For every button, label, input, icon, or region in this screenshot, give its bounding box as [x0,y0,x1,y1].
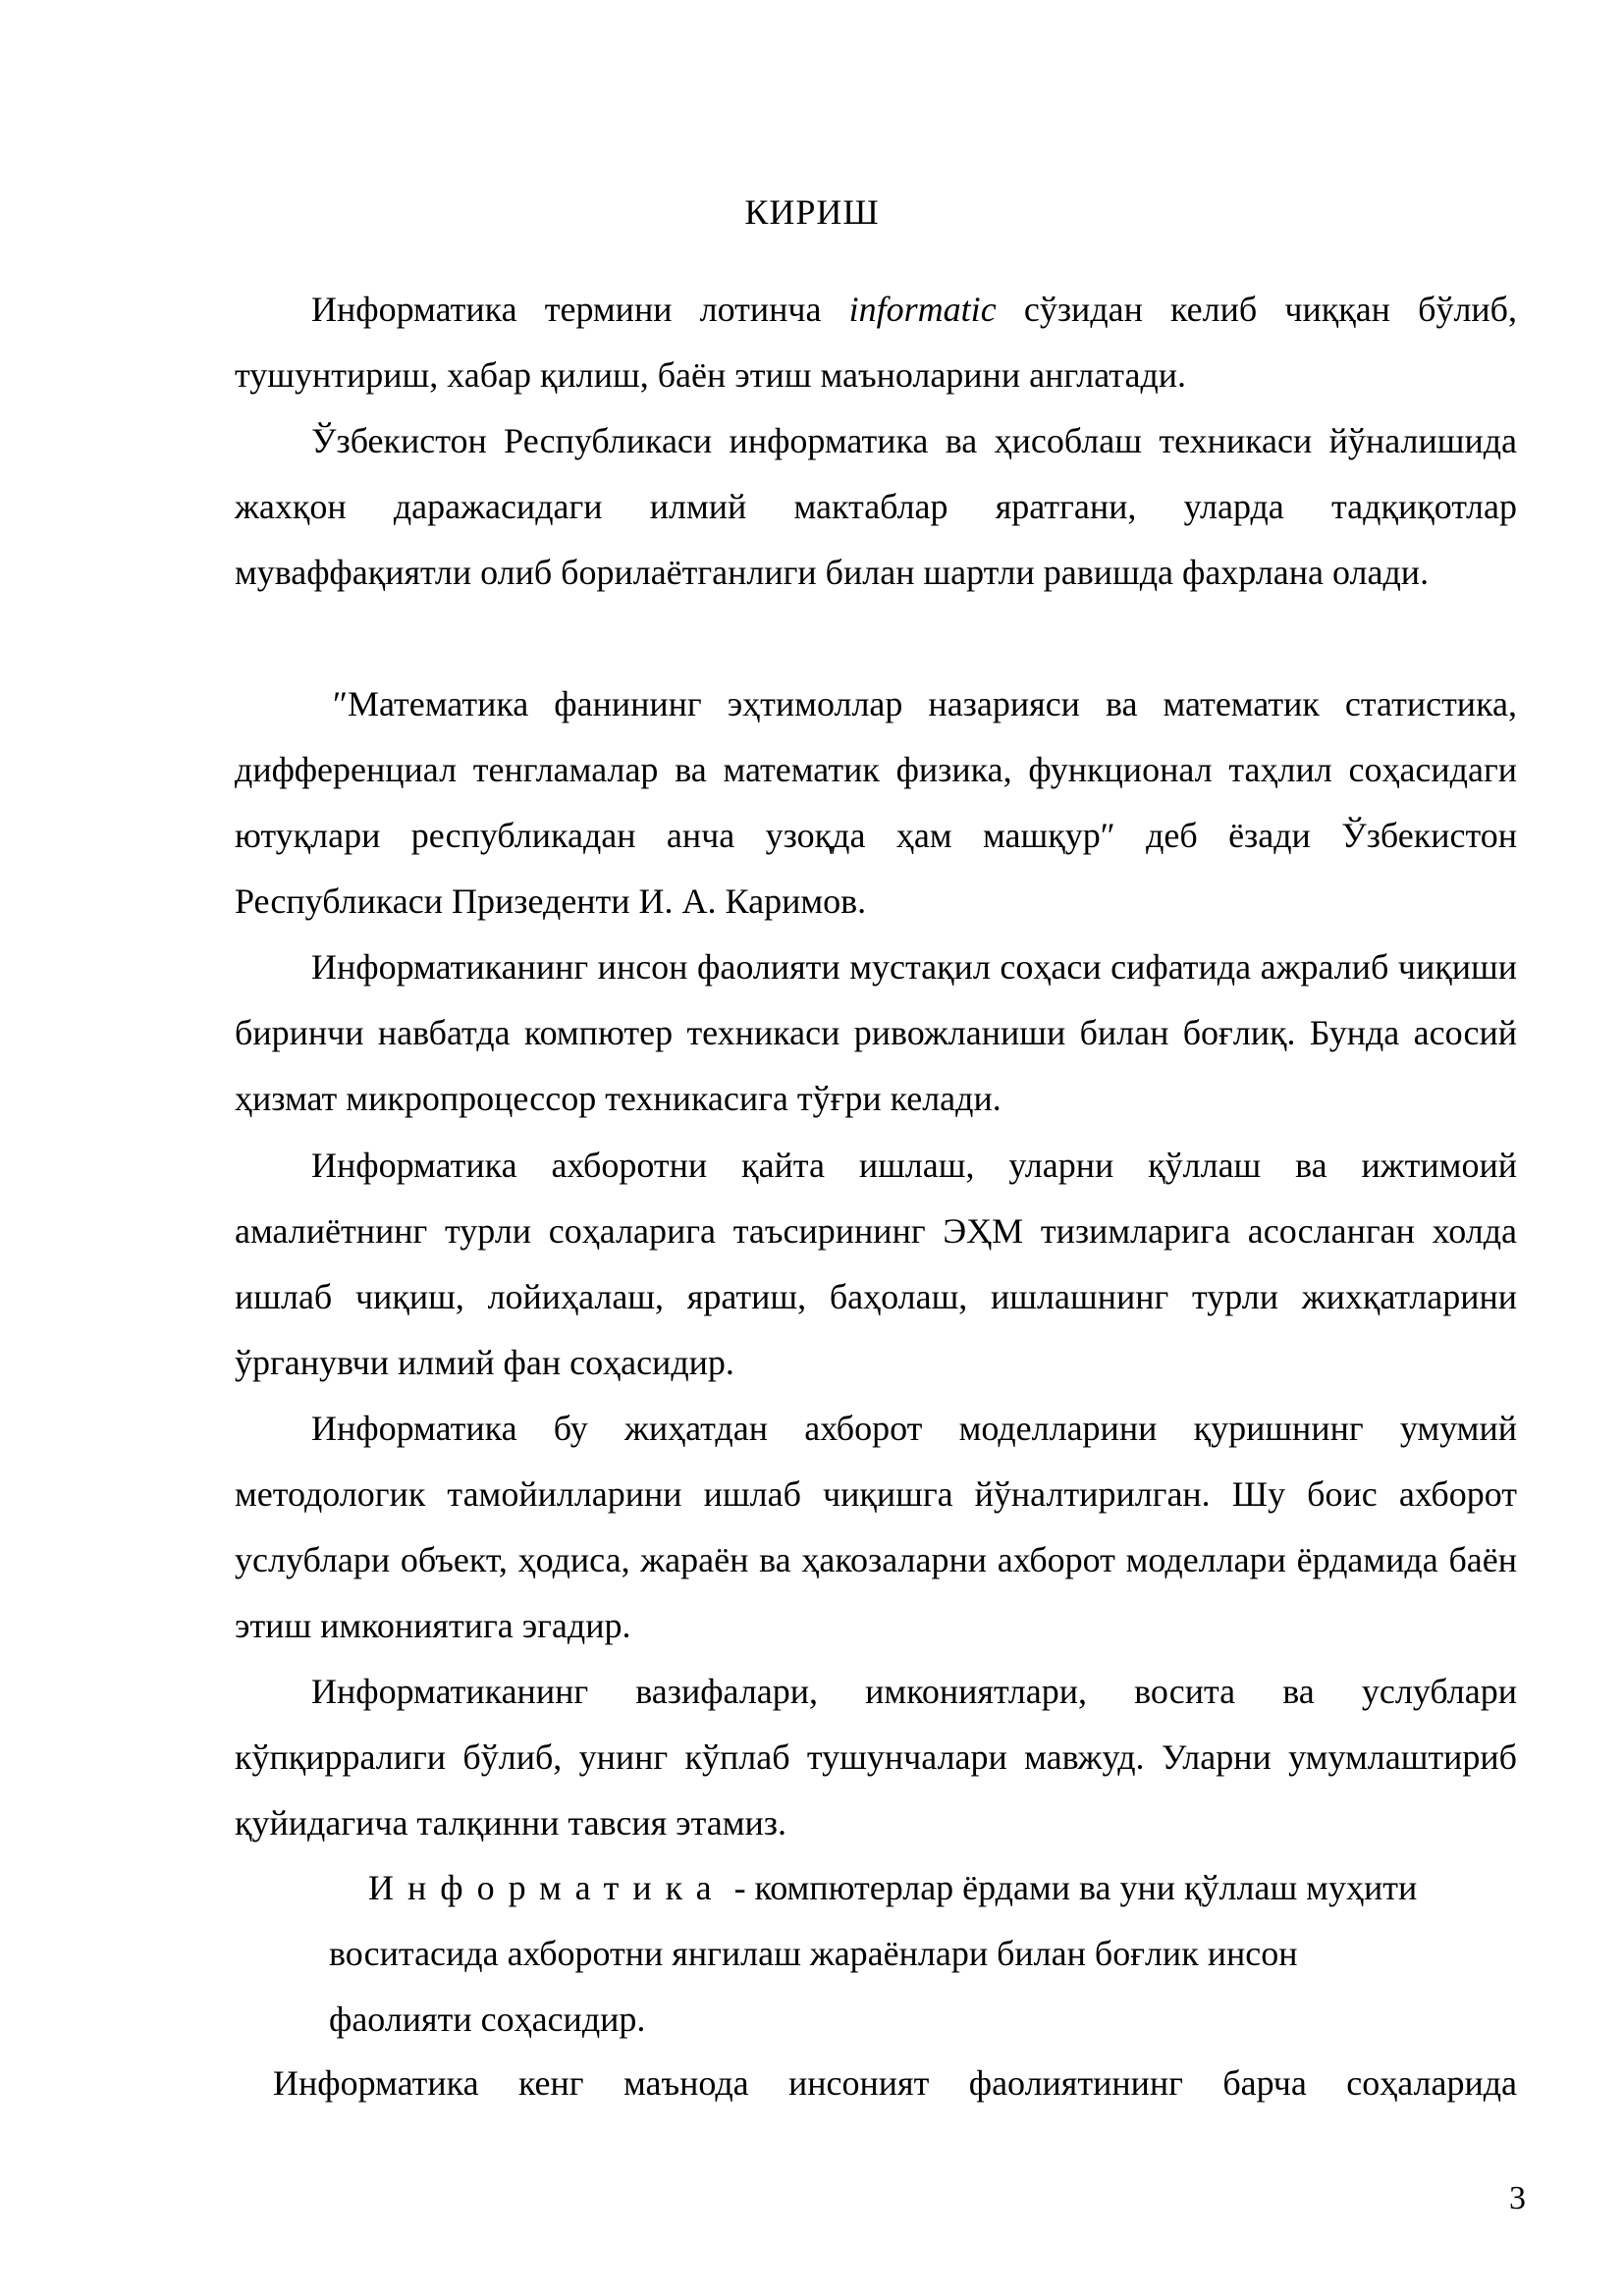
paragraph-3-quote: ″Математика фанининг эҳтимоллар назарияси ва математик статистика, дифференциал тенгламалар ва математик физика, функционал таҳлил соҳасидаги ютуқлари республикадан анча узоқда ҳам машқур″ деб ёзади Ўзбекистон Республикаси Призеденти И. А. Каримов. [235,684,1517,921]
paragraph-7: Информатиканинг вазифалари, имкониятлари, восита ва услублари кўпқирралиги бўлиб, унинг кўплаб тушунчалари мавжуд. Уларни умумлаштириб қуйидагича талқинни тавсия этамиз. [235,1672,1517,1842]
latin-term: informatic [848,290,997,329]
page-title: КИРИШ [744,192,880,232]
paragraph-1-text-start: Информатика термини лотинча [311,290,849,329]
paragraph-2: Ўзбекистон Республикаси информатика ва ҳисоблаш техникаси йўналишида жахқон даражасидаги илмий мактаблар яратгани, уларда тадқиқотлар муваффақиятли олиб борилаётганлиги билан шартли равишда фахрлана олади. [235,421,1517,592]
page-number: 3 [1509,2180,1526,2216]
definition-text: - компютерлар ёрдами ва уни қўллаш муҳити воситасида ахборотни янгилаш жараёнлари билан боғлик инсон фаолияти соҳасидир. [329,1868,1418,2039]
paragraph-8: Информатика кенг маънода инсоният фаолиятининг барча соҳаларида [273,2063,1517,2103]
paragraph-1 [235,277,1517,408]
definition-block [329,1855,1436,2053]
definition-term: Информатика [368,1868,726,1907]
paragraph-1-text-end: сўзидан келиб чиққан бўлиб, тушунтириш, хабар қилиш, баён этиш маъноларини англатади. [235,290,1517,395]
paragraph-4: Информатиканинг инсон фаолияти мустақил соҳаси сифатида ажралиб чиқиши биринчи навбатда компютер техникаси ривожланиши билан боғлиқ. Бунда асосий ҳизмат микропроцессор техникасига тўғри келади. [235,947,1517,1118]
paragraph-5: Информатика ахборотни қайта ишлаш, уларни қўллаш ва ижтимоий амалиётнинг турли соҳаларига таъсирининг ЭҲМ тизимларига асосланган холда ишлаб чиқиш, лойиҳалаш, яратиш, баҳолаш, ишлашнинг турли жихқатларини ўрганувчи илмий фан соҳасидир. [235,1146,1517,1382]
paragraph-6: Информатика бу жиҳатдан ахборот моделларини қуришнинг умумий методологик тамойилларини ишлаб чиқишга йўналтирилган. Шу боис ахборот услублари объект, ҳодиса, жараён ва ҳакозаларни ахборот моделлари ёрдамида баён этиш имкониятига эгадир. [235,1409,1517,1645]
